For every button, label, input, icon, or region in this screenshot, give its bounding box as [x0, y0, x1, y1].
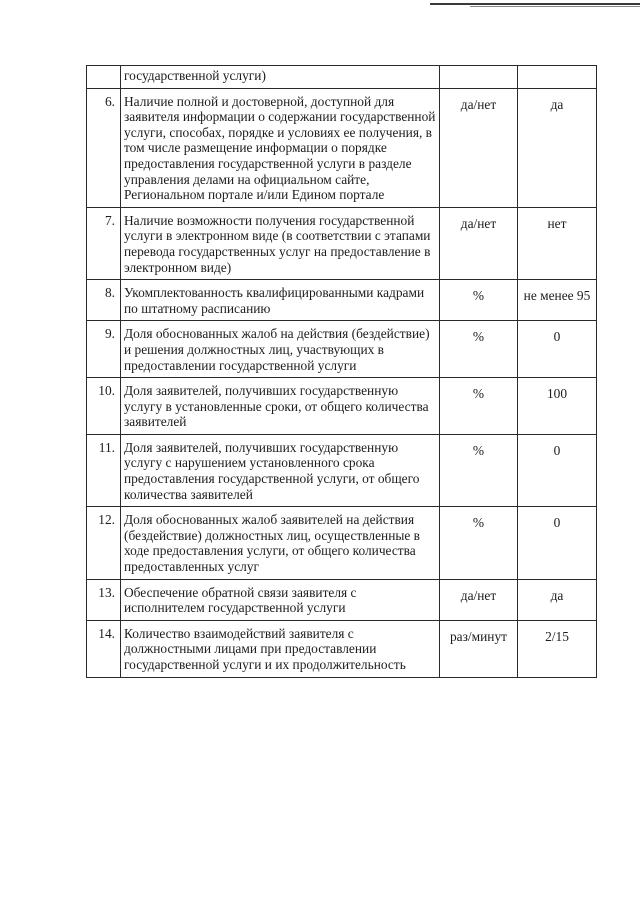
row-unit-cell: да/нет — [440, 207, 518, 279]
row-value-cell: 0 — [518, 434, 597, 506]
table-row — [87, 579, 597, 620]
table-row — [87, 434, 597, 506]
row-name-cell: Доля заявителей, получивших государственную услугу с нарушением установленного срока предоставления государственной услуги, от общего количества заявителей — [121, 434, 440, 506]
row-unit-cell: да/нет — [440, 579, 518, 620]
row-value-cell: да — [518, 579, 597, 620]
row-number-cell — [87, 66, 121, 89]
row-value-cell: 0 — [518, 507, 597, 579]
table-row — [87, 280, 597, 321]
table-row — [87, 378, 597, 435]
row-unit-cell: % — [440, 507, 518, 579]
scan-artifact-line — [470, 6, 640, 7]
row-name-cell: Доля заявителей, получивших государственную услугу в установленные сроки, от общего количества заявителей — [121, 378, 440, 435]
row-value-cell: 0 — [518, 321, 597, 378]
table-row — [87, 321, 597, 378]
row-name-cell: Количество взаимодействий заявителя с должностными лицами при предоставлении государственной услуги и их продолжительность — [121, 620, 440, 677]
row-unit-cell: % — [440, 280, 518, 321]
scan-artifact-line — [430, 3, 640, 5]
row-unit-cell: да/нет — [440, 88, 518, 207]
row-value-cell: нет — [518, 207, 597, 279]
row-value-cell: 2/15 — [518, 620, 597, 677]
row-name-cell: Укомплектованность квалифицированными кадрами по штатному расписанию — [121, 280, 440, 321]
row-name-cell: Наличие возможности получения государственной услуги в электронном виде (в соответствии с этапами перевода государственных услуг на предоставление в электронном виде) — [121, 207, 440, 279]
row-name-cell: Наличие полной и достоверной, доступной для заявителя информации о содержании государственной услуги, способах, порядке и условиях ее получения, в том числе размещение информации о порядке предоставления государственной услуги в разделе управления делами на официальном сайте, Региональном портале и/или Едином портале — [121, 88, 440, 207]
row-number-cell: 14. — [87, 620, 121, 677]
row-name-cell: Доля обоснованных жалоб заявителей на действия (бездействие) должностных лиц, осуществленные в ходе предоставления услуги, от общего количества предоставленных услуг — [121, 507, 440, 579]
indicators-table — [86, 65, 597, 678]
row-number-cell: 11. — [87, 434, 121, 506]
row-number-cell: 10. — [87, 378, 121, 435]
row-name-cell: государственной услуги) — [121, 66, 440, 89]
row-name-cell: Обеспечение обратной связи заявителя с исполнителем государственной услуги — [121, 579, 440, 620]
row-value-cell: не менее 95 — [518, 280, 597, 321]
row-number-cell: 13. — [87, 579, 121, 620]
table-row — [87, 620, 597, 677]
row-unit-cell: % — [440, 434, 518, 506]
table-row-continuation — [87, 66, 597, 89]
table-row — [87, 207, 597, 279]
row-unit-cell: % — [440, 378, 518, 435]
row-number-cell: 6. — [87, 88, 121, 207]
table-row — [87, 88, 597, 207]
row-number-cell: 7. — [87, 207, 121, 279]
row-number-cell: 12. — [87, 507, 121, 579]
row-unit-cell: раз/минут — [440, 620, 518, 677]
row-unit-cell — [440, 66, 518, 89]
row-unit-cell: % — [440, 321, 518, 378]
row-value-cell — [518, 66, 597, 89]
table-row — [87, 507, 597, 579]
row-value-cell: да — [518, 88, 597, 207]
row-value-cell: 100 — [518, 378, 597, 435]
row-number-cell: 9. — [87, 321, 121, 378]
row-number-cell: 8. — [87, 280, 121, 321]
row-name-cell: Доля обоснованных жалоб на действия (бездействие) и решения должностных лиц, участвующих в предоставлении государственной услуги — [121, 321, 440, 378]
